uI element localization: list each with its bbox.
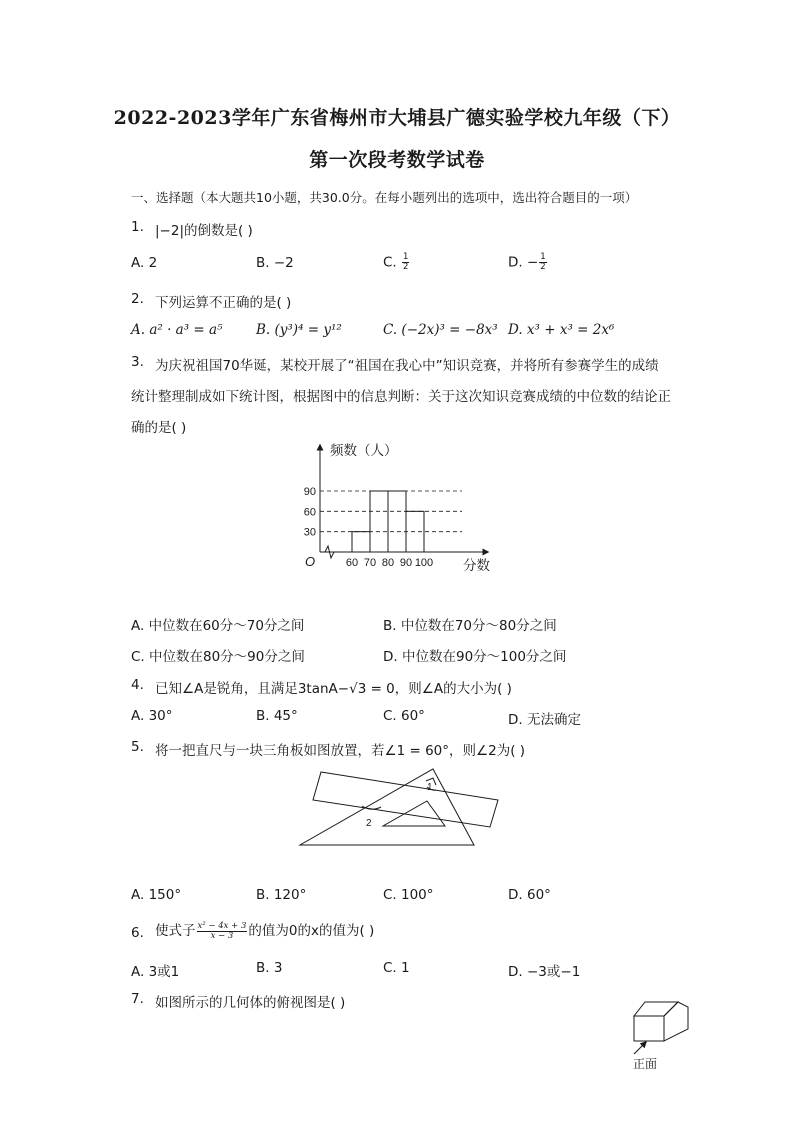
- solid-top-face: [634, 1002, 678, 1016]
- q4-number: 4.: [131, 677, 144, 693]
- q6-option-c: C. 1: [383, 960, 410, 976]
- q6-fraction: $\frac{\text{x² − 4x + 3}}{x - 3}$: [197, 920, 247, 941]
- angle2-label: 2: [366, 818, 372, 829]
- x-tick-label-70: 70: [363, 557, 377, 569]
- q3-option-b: B. 中位数在70分～80分之间: [383, 618, 557, 634]
- solid-side-face: [664, 1002, 688, 1041]
- section1-heading: 一、选择题（本大题共10小题，共30.0分。在每小题列出的选项中，选出符合题目的一项）: [131, 190, 638, 205]
- q7-text: 如图所示的几何体的俯视图是( ): [155, 995, 346, 1011]
- q3-option-c: C. 中位数在80分～90分之间: [131, 649, 305, 665]
- q6-option-b: B. 3: [256, 960, 283, 976]
- angle1-arc: [427, 787, 436, 790]
- q4-option-d: D. 无法确定: [508, 712, 581, 728]
- q1-option-a: A. 2: [131, 255, 158, 271]
- origin-label: O: [305, 554, 316, 569]
- q1-text: |−2|的倒数是( ): [155, 223, 253, 239]
- q5-number: 5.: [131, 739, 144, 755]
- x-tick-label-90: 90: [399, 557, 413, 569]
- q3-line2: 统计整理制成如下统计图，根据图中的信息判断：关于这次知识竞赛成绩的中位数的结论正: [131, 389, 671, 405]
- triangle-inner: [383, 801, 445, 826]
- q5-option-b: B. 120°: [256, 887, 307, 903]
- q4-option-b: B. 45°: [256, 708, 298, 724]
- q4-option-c: C. 60°: [383, 708, 425, 724]
- q3-number: 3.: [131, 354, 144, 370]
- histogram-bar-70-80: [370, 491, 388, 552]
- q2-text: 下列运算不正确的是( ): [155, 295, 292, 311]
- histogram-bar-80-90: [388, 491, 406, 552]
- q1-option-b: B. −2: [256, 255, 294, 271]
- q3-line1: 为庆祝祖国70华诞，某校开展了“祖国在我心中”知识竞赛，并将所有参赛学生的成绩: [155, 358, 659, 374]
- q7-number: 7.: [131, 991, 144, 1007]
- q2-option-b: B. (y³)⁴ = y¹²: [256, 322, 342, 338]
- x-axis-label: 分数: [463, 558, 490, 573]
- exam-title-line1: 2022-2023学年广东省梅州市大埔县广德实验学校九年级（下）: [113, 107, 681, 129]
- angle2-arc: [362, 806, 381, 809]
- ruler-shape: [313, 772, 498, 827]
- y-tick-label-60: 60: [303, 506, 316, 519]
- front-arrow: [634, 1042, 646, 1054]
- q1-number: 1.: [131, 219, 144, 235]
- solid-edge: [664, 1002, 678, 1016]
- q5-text: 将一把直尺与一块三角板如图放置，若∠1 = 60°，则∠2为( ): [155, 743, 526, 759]
- q1-option-c: C. $\frac{1}{2}$: [383, 252, 409, 272]
- y-tick-label-90: 90: [303, 486, 316, 498]
- angle1-label: 1: [427, 782, 433, 793]
- q2-option-c: C. (−2x)³ = −8x³: [383, 322, 498, 338]
- triangle-outer: [300, 769, 474, 845]
- q3-line3: 确的是( ): [131, 420, 187, 436]
- front-label: 正面: [633, 1057, 658, 1071]
- x-tick-label-80: 80: [381, 557, 395, 569]
- q6-number: 6.: [131, 925, 144, 941]
- q4-text: 已知∠A是锐角，且满足3tanA−√3 = 0，则∠A的大小为( ): [155, 681, 512, 697]
- q2-number: 2.: [131, 291, 144, 307]
- q3-option-d: D. 中位数在90分～100分之间: [383, 649, 567, 665]
- q5-option-c: C. 100°: [383, 887, 434, 903]
- q2-option-a: A. a² · a³ = a⁵: [131, 322, 223, 338]
- right-angle-mark: [426, 778, 436, 785]
- axis-break-icon: [325, 546, 334, 558]
- q6-option-a: A. 3或1: [131, 964, 180, 980]
- q6-text: 使式子 $\frac{\text{x² − 4x + 3}}{x - 3}$ 的值为0的x的值为( ): [155, 920, 375, 941]
- x-tick-label-60: 60: [345, 557, 359, 569]
- histogram-bar-60-70: [352, 532, 370, 552]
- q3-option-a: A. 中位数在60分～70分之间: [131, 618, 305, 634]
- q2-option-d: D. x³ + x³ = 2x⁶: [508, 322, 615, 338]
- exam-title-line2: 第一次段考数学试卷: [309, 149, 485, 171]
- q5-option-a: A. 150°: [131, 887, 182, 903]
- y-tick-label-30: 30: [303, 526, 316, 539]
- histogram-bar-90-100: [406, 511, 424, 552]
- q1-option-d: D. − $\frac{1}{2}$: [508, 252, 546, 272]
- x-tick-label-100: 100: [414, 557, 434, 569]
- q4-option-a: A. 30°: [131, 708, 173, 724]
- solid-front-face: [634, 1016, 664, 1041]
- y-axis-label: 频数（人）: [330, 443, 398, 458]
- q5-option-d: D. 60°: [508, 887, 551, 903]
- q6-option-d: D. −3或−1: [508, 964, 581, 980]
